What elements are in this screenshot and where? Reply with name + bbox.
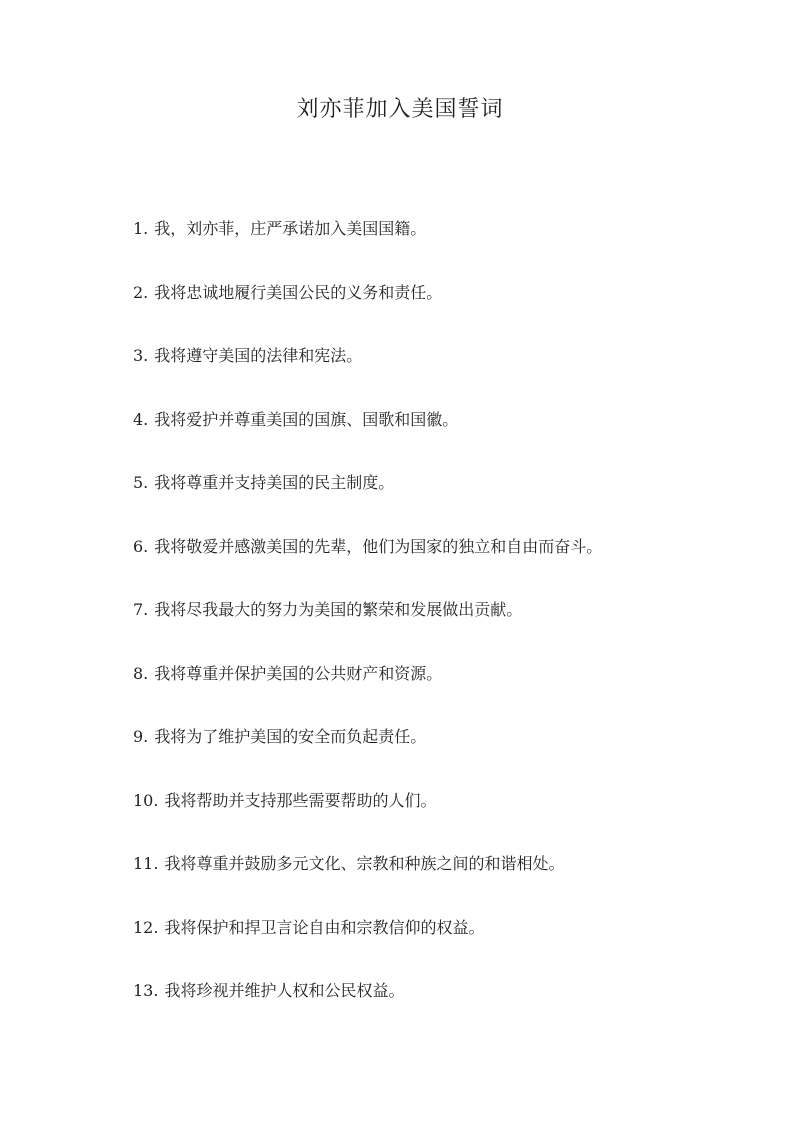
list-item <box>133 214 753 276</box>
item-number: 3. <box>133 346 149 365</box>
list-item <box>133 913 753 975</box>
item-text: 我将帮助并支持那些需要帮助的人们。 <box>164 790 437 810</box>
item-number: 7. <box>133 600 149 619</box>
item-number: 6. <box>133 536 149 556</box>
list-item <box>133 595 753 657</box>
item-number: 11. <box>133 854 159 873</box>
item-text: 我将尊重并鼓励多元文化、宗教和种族之间的和谐相处。 <box>164 854 565 873</box>
item-text: 我将遵守美国的法律和宪法。 <box>154 346 363 365</box>
list-item <box>133 722 753 784</box>
item-text: 我，刘亦菲，庄严承诺加入美国国籍。 <box>154 219 427 238</box>
item-number: 4. <box>133 409 149 429</box>
pledge-list <box>133 214 753 1040</box>
item-number: 10. <box>133 790 159 810</box>
item-number: 2. <box>133 282 149 302</box>
page-title: 刘亦菲加入美国誓词 <box>296 97 504 122</box>
list-item <box>133 341 753 403</box>
item-text: 我将爱护并尊重美国的国旗、国歌和国徽。 <box>154 409 459 429</box>
item-text: 我将尊重并支持美国的民主制度。 <box>154 473 395 492</box>
list-item <box>133 976 753 1038</box>
item-text: 我将敬爱并感激美国的先辈，他们为国家的独立和自由而奋斗。 <box>154 536 603 556</box>
list-item <box>133 468 753 530</box>
list-item <box>133 786 753 848</box>
item-text: 我将尽我最大的努力为美国的繁荣和发展做出贡献。 <box>154 600 523 619</box>
item-text: 我将为了维护美国的安全而负起责任。 <box>154 727 427 746</box>
list-item <box>133 659 753 721</box>
list-item <box>133 405 753 467</box>
list-item <box>133 532 753 594</box>
item-number: 8. <box>133 663 149 683</box>
item-text: 我将珍视并维护人权和公民权益。 <box>164 981 405 1000</box>
item-number: 13. <box>133 981 159 1000</box>
item-text: 我将忠诚地履行美国公民的义务和责任。 <box>154 282 443 302</box>
list-item <box>133 278 753 340</box>
item-number: 12. <box>133 917 159 937</box>
list-item <box>133 849 753 911</box>
item-number: 1. <box>133 219 149 238</box>
item-text: 我将保护和捍卫言论自由和宗教信仰的权益。 <box>164 917 485 937</box>
item-text: 我将尊重并保护美国的公共财产和资源。 <box>154 663 443 683</box>
item-number: 9. <box>133 727 149 746</box>
item-number: 5. <box>133 473 149 492</box>
